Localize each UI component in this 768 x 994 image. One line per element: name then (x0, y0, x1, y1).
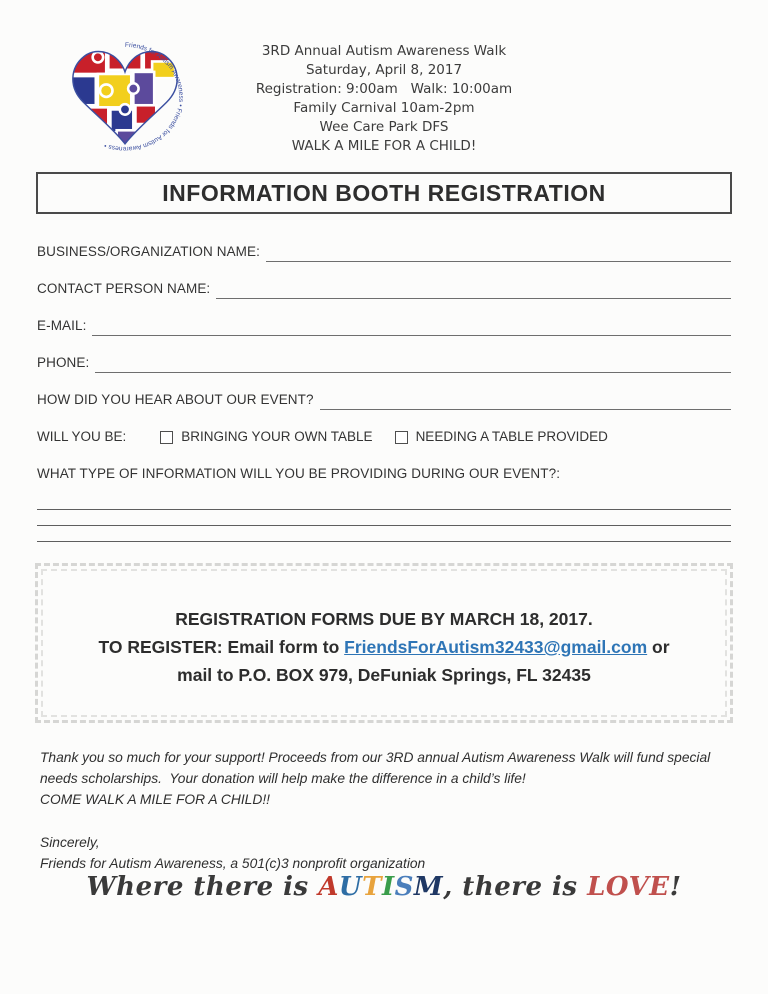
event-date: Saturday, April 8, 2017 (305, 62, 463, 78)
sincerely-line: Sincerely, (40, 835, 100, 850)
hear-about-row (37, 390, 731, 410)
phone-row (37, 353, 731, 373)
own-table-label: BRINGING YOUR OWN TABLE (181, 429, 373, 444)
phone-label: PHONE: (37, 355, 90, 370)
registration-email-link[interactable]: FriendsForAutism32433@gmail.com (344, 637, 648, 657)
slogan-segment: U (338, 872, 363, 902)
write-in-line-2[interactable] (37, 510, 731, 526)
organization-line: Friends for Autism Awareness, a 501(c)3 nonprofit organization (40, 856, 426, 871)
event-times: Registration: 9:00am Walk: 10:00am (255, 81, 513, 97)
hear-about-label: HOW DID YOU HEAR ABOUT OUR EVENT? (37, 392, 314, 407)
registration-notice-box (35, 563, 733, 723)
provided-table-label: NEEDING A TABLE PROVIDED (415, 429, 608, 444)
slogan-segment: Where there is (86, 872, 319, 902)
contact-name-input[interactable] (216, 280, 731, 299)
autism-awareness-heart-logo (52, 36, 198, 162)
write-in-line-1[interactable] (37, 494, 731, 510)
event-title: 3RD Annual Autism Awareness Walk (261, 43, 507, 59)
slogan-segment: A (318, 872, 339, 902)
provided-table-checkbox[interactable] (395, 431, 408, 444)
slogan-segment: T (362, 872, 382, 902)
slogan-segment: M (413, 872, 444, 902)
will-you-be-label: WILL YOU BE: (37, 429, 127, 444)
register-instructions (53, 633, 715, 661)
email-row (37, 316, 731, 336)
write-in-line-3[interactable] (37, 526, 731, 542)
info-type-write-in-area (37, 494, 731, 542)
form-title: INFORMATION BOOTH REGISTRATION (162, 179, 606, 206)
contact-name-row (37, 279, 731, 299)
closing-note (40, 747, 728, 874)
logo-ring-text: Friends for Autism Awareness • Friends for Autism Awareness • (103, 41, 185, 152)
deadline-text: REGISTRATION FORMS DUE BY MARCH 18, 2017. (175, 609, 593, 629)
mailing-address: mail to P.O. BOX 979, DeFuniak Springs, FL 32435 (177, 665, 591, 685)
slogan-segment: ! (669, 872, 682, 902)
event-carnival: Family Carnival 10am-2pm (293, 100, 475, 116)
contact-name-label: CONTACT PERSON NAME: (37, 281, 211, 296)
business-name-row (37, 242, 731, 262)
table-choice-row (37, 427, 731, 447)
event-slogan: WALK A MILE FOR A CHILD! (291, 138, 477, 154)
own-table-checkbox[interactable] (160, 431, 173, 444)
registration-form-fields (37, 242, 731, 542)
slogan-segment: I (381, 872, 395, 902)
hear-about-input[interactable] (320, 391, 731, 410)
event-location: Wee Care Park DFS (319, 119, 449, 135)
event-header (0, 0, 768, 156)
email-label: E-MAIL: (37, 318, 87, 333)
phone-input[interactable] (95, 354, 731, 373)
colored-slogan (0, 872, 768, 902)
business-name-input[interactable] (266, 243, 731, 262)
form-title-banner (36, 172, 732, 214)
slogan-segment: LOVE (587, 872, 670, 902)
info-type-label: WHAT TYPE OF INFORMATION WILL YOU BE PROVIDING DURING OUR EVENT?: (37, 466, 561, 481)
slogan-segment: S (394, 872, 414, 902)
business-name-label: BUSINESS/ORGANIZATION NAME: (37, 244, 260, 259)
email-input[interactable] (92, 317, 731, 336)
register-text-prefix: TO REGISTER: Email form to (98, 637, 345, 657)
thank-you-paragraph: Thank you so much for your support! Proceeds from our 3RD annual Autism Awareness Walk will fund special needs scholarships. Your donation will help make the difference in a child’s life! (40, 750, 711, 786)
come-walk-line: COME WALK A MILE FOR A CHILD!! (40, 792, 270, 807)
register-text-suffix: or (647, 637, 670, 657)
slogan-segment: , there is (443, 872, 588, 902)
info-type-row (37, 464, 731, 484)
